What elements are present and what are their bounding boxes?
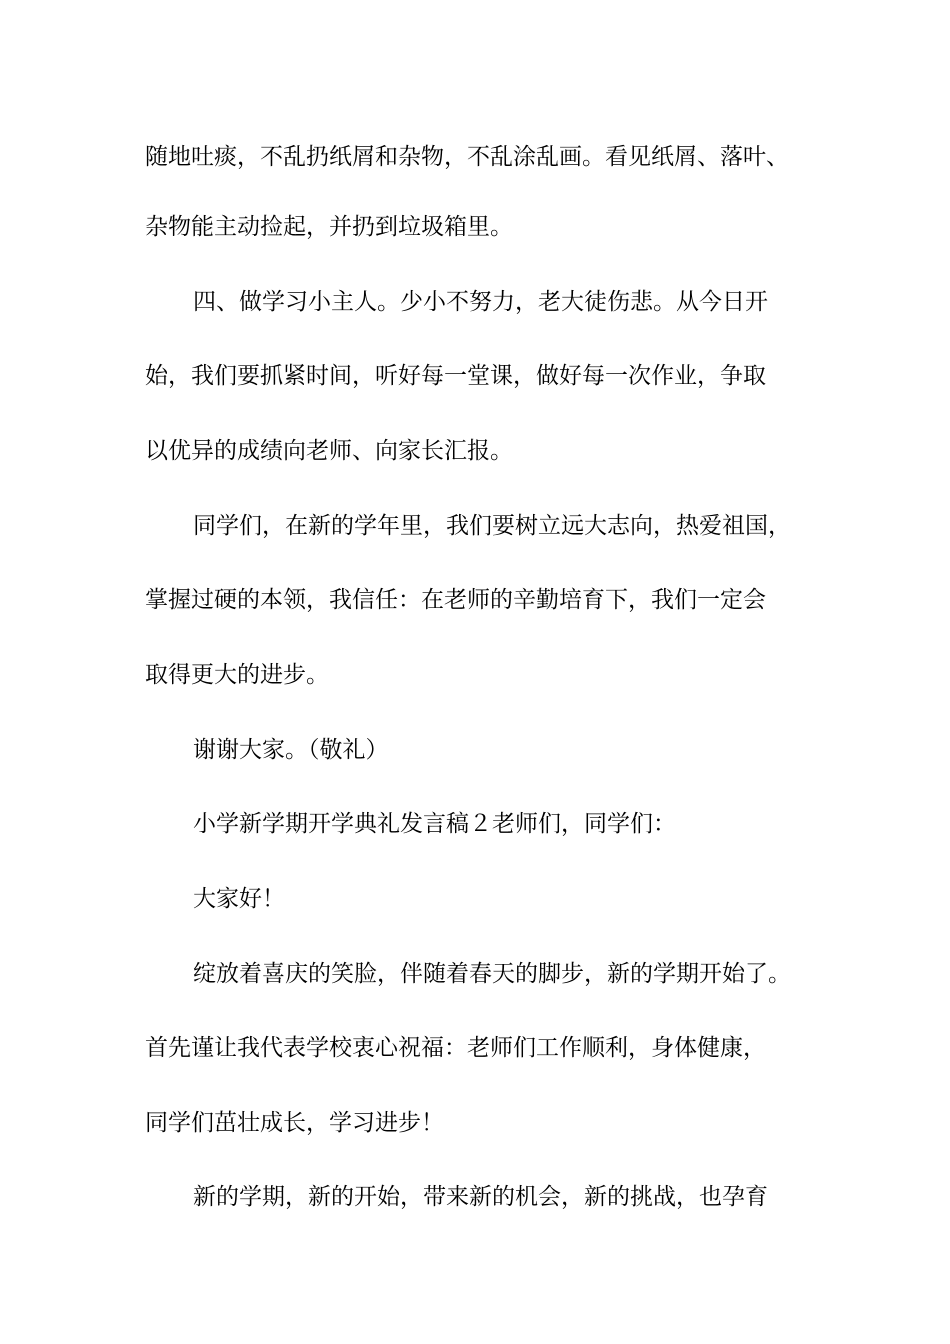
text-line: 同学们茁壮成长，学习进步！: [145, 1110, 444, 1136]
text-line: 掌握过硬的本领，我信任：在老师的辛勤培育下，我们一定会: [145, 587, 766, 613]
greeting-line: 大家好！: [193, 886, 285, 912]
paragraph-first-line: 同学们，在新的学年里，我们要树立远大志向，热爱祖国，: [193, 513, 791, 539]
paragraph-first-line: 谢谢大家。（敬礼）: [193, 737, 389, 763]
text-line: 首先谨让我代表学校衷心祝福：老师们工作顺利，身体健康，: [145, 1035, 766, 1061]
text-line: 始，我们要抓紧时间，听好每一堂课，做好每一次作业，争取: [145, 363, 766, 389]
text-line: 以优异的成绩向老师、向家长汇报。: [145, 438, 513, 464]
text-line: 取得更大的进步。: [145, 662, 329, 688]
paragraph-first-line: 四、做学习小主人。少小不努力，老大徒伤悲。从今日开: [193, 289, 768, 315]
text-line: 随地吐痰，不乱扔纸屑和杂物，不乱涂乱画。看见纸屑、落叶、: [145, 144, 789, 170]
text-line: 杂物能主动捡起，并扔到垃圾箱里。: [145, 214, 513, 240]
speech-title-line: 小学新学期开学典礼发言稿２老师们，同学们：: [193, 811, 676, 837]
paragraph-first-line: 绽放着喜庆的笑脸，伴随着春天的脚步，新的学期开始了。: [193, 961, 791, 987]
paragraph-first-line: 新的学期，新的开始，带来新的机会，新的挑战，也孕育: [193, 1184, 768, 1210]
